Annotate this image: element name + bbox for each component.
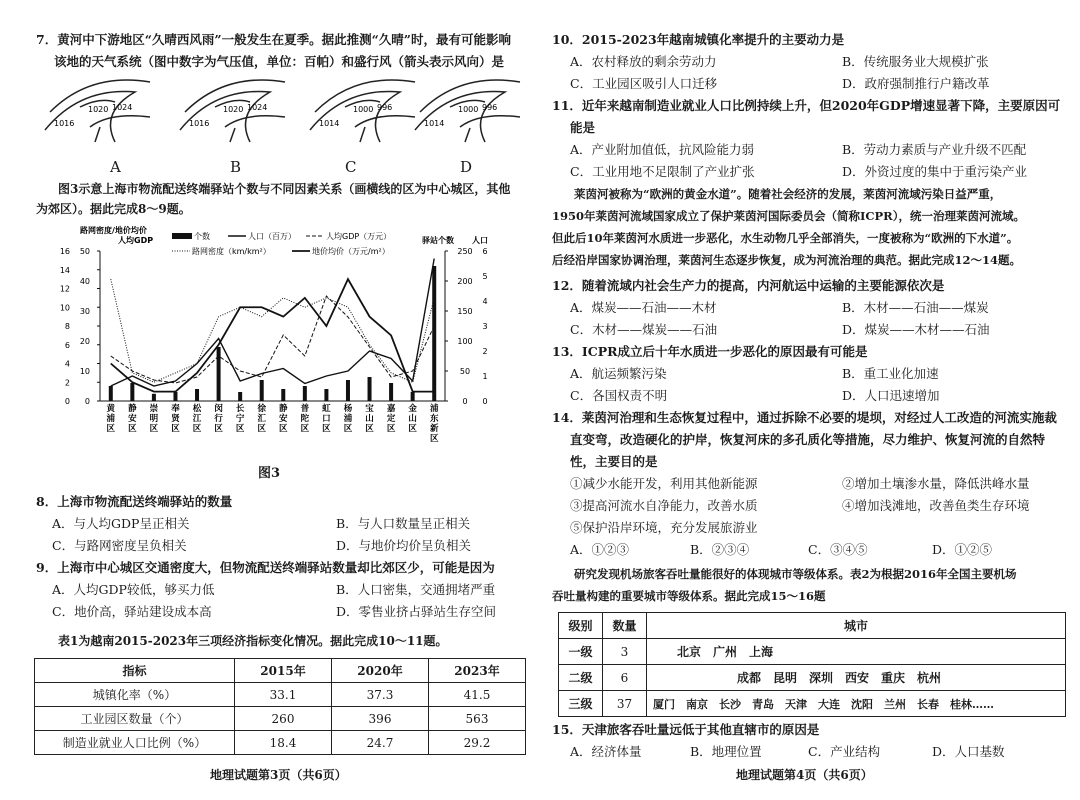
bar-count: [411, 392, 415, 401]
x-category-label: 静安区: [128, 404, 137, 434]
left2-tick-label: 40: [79, 277, 90, 286]
q15-option-b: B．地理位置: [690, 744, 762, 759]
table2-cell: 37: [603, 691, 647, 717]
table2-header: 城市: [647, 613, 1066, 639]
q14-option-c: C．③④⑤: [808, 542, 868, 557]
q11-option-b: B．劳动力素质与产业升级不匹配: [842, 142, 1027, 157]
table1-cell: 18.4: [235, 731, 332, 755]
table-row: [35, 707, 526, 731]
bar-count: [303, 386, 307, 401]
table1: [34, 658, 526, 755]
series-line-land: [111, 279, 434, 392]
x-category-label: 黄浦区: [106, 404, 116, 434]
airport-intro-line1: 研究发现机场旅客吞吐量能很好的体现城市等级体系。表2为根据2016年全国主要机场: [574, 567, 1017, 581]
map-a-isobar-1: 1016: [54, 119, 75, 128]
table1-cell: 33.1: [235, 683, 332, 707]
right-page: [540, 0, 1080, 800]
left2-tick-label: 30: [79, 307, 90, 316]
table2-header: 数量: [603, 613, 647, 639]
q11-option-a: A．产业附加值低，抗风险能力弱: [570, 142, 755, 157]
q7-stem-line1: 7．黄河中下游地区“久晴西风雨”一般发生在夏季。据此推测“久晴”时，最有可能影响: [36, 32, 511, 47]
map-a: [45, 80, 150, 142]
q15-option-c: C．产业结构: [808, 744, 881, 759]
table-row: [559, 665, 1066, 691]
map-d-isobar-3: 996: [482, 103, 498, 112]
rhine-intro-line1: 莱茵河被称为“欧洲的黄金水道”。随着社会经济的发展，莱茵河流域污染日益严重，: [574, 187, 1002, 201]
x-category-label: 浦东新区: [429, 404, 439, 444]
q11-option-c: C．工业用地不足限制了产业扩张: [570, 164, 755, 179]
right2-tick-label: 3: [482, 322, 488, 331]
table2-grid: [558, 612, 1066, 717]
q14-option-a: A．①②③: [570, 542, 630, 557]
x-category-label: 崇明区: [149, 404, 159, 434]
q13-option-a: A．航运频繁污染: [570, 366, 667, 381]
map-d-isobar-1: 1014: [424, 119, 445, 128]
chart-left-axis-label: 路网密度/地价均价: [80, 226, 147, 235]
right-page-footer: 地理试题第4页（共6页）: [736, 768, 873, 782]
left-tick-label: 14: [60, 265, 70, 275]
bar-count: [238, 392, 242, 401]
q14-statement-4: ④增加浅滩地，改善鱼类生存环境: [842, 498, 1030, 513]
x-category-label: 松江区: [192, 404, 202, 434]
chart-right-axis-label-2: 人口: [472, 236, 488, 245]
x-category-label: 静安区: [279, 404, 288, 434]
q11-option-d: D．外资过度的集中于重污染产业: [842, 164, 1028, 179]
map-c-isobar-3: 996: [377, 103, 393, 112]
map-b-isobar-1: 1016: [189, 119, 210, 128]
q12-option-c: C．木材——煤炭——石油: [570, 322, 718, 337]
x-category-label: 宝山区: [365, 404, 374, 434]
q14-statement-3: ③提高河流水自净能力，改善水质: [570, 498, 758, 513]
bar-count: [152, 394, 156, 401]
legend-label-population: 人口（百万）: [248, 232, 296, 241]
q15-option-a: A．经济体量: [570, 744, 642, 759]
q14-option-b: B．②③④: [690, 542, 750, 557]
q7-stem-line2: 该地的天气系统（图中数字为气压值，单位：百帕）和盛行风（箭头表示风向）是: [54, 54, 505, 69]
left-tick-label: 12: [60, 284, 70, 294]
table2-cell: 北京 广州 上海: [647, 639, 1066, 665]
table2-header-row: [559, 613, 1066, 639]
series-line-gdp: [111, 296, 434, 383]
left-tick-label: 0: [64, 397, 70, 406]
x-category-label: 杨浦区: [343, 404, 353, 434]
table1-header: 指标: [35, 659, 235, 683]
bar-count: [324, 389, 328, 401]
legend-label-road: 路网密度（km/km²）: [192, 247, 271, 256]
right-tick-label: 250: [457, 247, 473, 256]
q14-stem-line1: 14．莱茵河治理和生态恢复过程中，通过拆除不必要的堤坝，对经过人工改造的河流实施裁: [552, 410, 1057, 425]
bar-count: [260, 380, 264, 401]
table2-cell: 成都 昆明 深圳 西安 重庆 杭州: [647, 665, 1066, 691]
left-page-footer: 地理试题第3页（共6页）: [210, 768, 347, 782]
left2-tick-label: 50: [79, 247, 90, 256]
left-tick-label: 10: [60, 303, 70, 313]
right-tick-label: 200: [457, 277, 473, 286]
q8-stem: 8．上海市物流配送终端驿站的数量: [36, 494, 233, 509]
q14-statement-1: ①减少水能开发，利用其他新能源: [570, 476, 758, 491]
table2-cell: 一级: [559, 639, 603, 665]
map-b-label: B: [230, 158, 242, 176]
q8-option-a: A．与人均GDP呈正相关: [52, 516, 190, 531]
table-row: [559, 691, 1066, 717]
table1-cell: 260: [235, 707, 332, 731]
chart-right-axis-label: 驿站个数: [422, 236, 454, 245]
table1-cell: 24.7: [332, 731, 429, 755]
table2-cell: 3: [603, 639, 647, 665]
x-category-label: 奉贤区: [171, 404, 180, 434]
left2-tick-label: 0: [84, 397, 90, 406]
right2-tick-label: 1: [482, 372, 488, 381]
left2-tick-label: 20: [79, 337, 90, 346]
q10-stem: 10．2015-2023年越南城镇化率提升的主要动力是: [552, 32, 845, 47]
table1-cell: 563: [429, 707, 526, 731]
table1-cell: 41.5: [429, 683, 526, 707]
rhine-intro-line3: 但此后10年莱茵河水质进一步恶化，水生动物几乎全部消失，一度被称为“欧洲的下水道”。: [552, 231, 1019, 245]
q9-option-a: A．人均GDP较低，够买力低: [52, 582, 215, 597]
x-category-label: 金山区: [408, 404, 417, 434]
right2-tick-label: 5: [482, 272, 488, 281]
map-b-isobar-2: 1020: [223, 105, 244, 114]
table-row: [35, 731, 526, 755]
table1-cell: 37.3: [332, 683, 429, 707]
table2-header: 级别: [559, 613, 603, 639]
right2-tick-label: 0: [482, 397, 488, 406]
map-c-isobar-1: 1014: [319, 119, 340, 128]
bar-count: [389, 383, 393, 401]
right2-tick-label: 2: [482, 347, 488, 356]
map-d: [415, 80, 520, 142]
fig3-intro-line2: 为郊区）。据此完成8～9题。: [36, 202, 191, 216]
map-c: [310, 80, 415, 142]
airport-intro-line2: 吞吐量构建的重要城市等级体系。据此完成15～16题: [552, 589, 826, 603]
q13-option-c: C．各国权责不明: [570, 388, 668, 403]
fig3-chart: [60, 225, 490, 455]
x-category-label: 徐汇区: [257, 404, 266, 434]
bar-count: [217, 347, 221, 401]
rhine-intro-line4: 后经沿岸国家协调治理，莱茵河生态逐步恢复，成为河流治理的典范。据此完成12～14题。: [552, 253, 1022, 267]
table1-header: 2023年: [429, 659, 526, 683]
x-category-label: 闵行区: [214, 404, 223, 434]
x-category-label: 普陀区: [300, 404, 310, 434]
q12-option-a: A．煤炭——石油——木材: [570, 300, 717, 315]
right-tick-label: 50: [459, 367, 471, 376]
map-c-label: C: [345, 158, 357, 176]
chart-left-axis-label-2: 人均GDP: [118, 236, 154, 245]
q8-option-c: C．与路网密度呈负相关: [52, 538, 187, 553]
bar-count: [109, 386, 113, 401]
bar-count: [173, 392, 177, 401]
q14-option-d: D．①②⑤: [932, 542, 993, 557]
q15-option-d: D．人口基数: [932, 744, 1005, 759]
map-d-label: D: [460, 158, 473, 176]
table1-cell: 制造业就业人口比例（%）: [35, 731, 235, 755]
q14-stem-line2: 直变弯，改造硬化的护岸，恢复河床的多孔质化等措施，尽力维护、恢复河流的自然特: [570, 432, 1046, 447]
left2-tick-label: 10: [79, 367, 90, 376]
bar-count: [195, 389, 199, 401]
q9-option-c: C．地价高，驿站建设成本高: [52, 604, 212, 619]
right2-tick-label: 4: [482, 297, 488, 306]
q12-stem: 12．随着流域内社会生产力的提高，内河航运中运输的主要能源依次是: [552, 278, 945, 293]
q15-stem: 15．天津旅客吞吐量远低于其他直辖市的原因是: [552, 722, 820, 737]
q10-option-d: D．政府强制推行户籍改革: [842, 76, 990, 91]
table1-cell: 396: [332, 707, 429, 731]
rhine-intro-line2: 1950年莱茵河流域国家成立了保护莱茵河国际委员会（简称ICPR），统一治理莱茵河流域。: [552, 209, 1025, 223]
table1-header-row: [35, 659, 526, 683]
q14-stem-line3: 性，主要目的是: [570, 454, 658, 469]
q9-stem: 9．上海市中心城区交通密度大，但物流配送终端驿站数量却比郊区少，可能是因为: [36, 560, 495, 575]
table1-header: 2015年: [235, 659, 332, 683]
map-b: [180, 80, 285, 142]
left-tick-label: 6: [64, 340, 70, 350]
table1-cell: 29.2: [429, 731, 526, 755]
q14-statement-5: ⑤保护沿岸环境，充分发展旅游业: [570, 520, 758, 535]
q9-option-d: D．零售业挤占驿站生存空间: [336, 604, 497, 619]
x-category-label: 长宁区: [235, 404, 245, 434]
right-tick-label: 100: [457, 337, 473, 346]
table1-cell: 工业园区数量（个）: [35, 707, 235, 731]
map-d-isobar-2: 1000: [458, 105, 479, 114]
right2-tick-label: 6: [482, 247, 488, 256]
q13-option-b: B．重工业化加速: [842, 366, 939, 381]
bar-count: [432, 266, 436, 401]
q13-stem: 13．ICPR成立后十年水质进一步恶化的原因最有可能是: [552, 344, 868, 359]
left-tick-label: 16: [60, 247, 70, 256]
left-tick-label: 8: [64, 322, 70, 331]
series-line-population: [111, 259, 434, 387]
q10-option-c: C．工业园区吸引人口迁移: [570, 76, 718, 91]
bar-count: [130, 383, 134, 401]
left-tick-label: 4: [64, 359, 70, 369]
q14-statement-2: ②增加土壤渗水量，降低洪峰水量: [842, 476, 1030, 491]
bar-count: [368, 377, 372, 401]
map-c-isobar-2: 1000: [353, 105, 374, 114]
legend-swatch-count: [172, 233, 192, 239]
q10-option-b: B．传统服务业大规模扩张: [842, 54, 989, 69]
bar-count: [281, 389, 285, 401]
table-row: [35, 683, 526, 707]
q13-option-d: D．人口迅速增加: [842, 388, 940, 403]
right-tick-label: 150: [457, 307, 473, 316]
legend-label-count: 个数: [194, 232, 210, 241]
table2-cell: 二级: [559, 665, 603, 691]
q11-stem-line2: 能是: [570, 120, 596, 135]
legend-label-land: 地价均价（万元/m²）: [312, 247, 390, 256]
table2-cell: 6: [603, 665, 647, 691]
x-category-label: 嘉定区: [386, 404, 396, 434]
q9-option-b: B．人口密集，交通拥堵严重: [336, 582, 496, 597]
left-tick-label: 2: [64, 378, 70, 388]
q12-option-b: B．木材——石油——煤炭: [842, 300, 989, 315]
table1-header: 2020年: [332, 659, 429, 683]
q10-option-a: A．农村释放的剩余劳动力: [570, 54, 717, 69]
x-category-label: 虹口区: [322, 404, 331, 434]
map-b-isobar-3: 1024: [247, 103, 268, 112]
bar-count: [346, 380, 350, 401]
table1-cell: 城镇化率（%）: [35, 683, 235, 707]
map-a-isobar-3: 1024: [112, 103, 133, 112]
right-tick-label: 0: [462, 397, 468, 406]
table2-cell: 三级: [559, 691, 603, 717]
table2-cell: 厦门 南京 长沙 青岛 天津 大连 沈阳 兰州 长春 桂林……: [647, 691, 1066, 717]
q8-option-d: D．与地价均价呈负相关: [336, 538, 472, 553]
q11-stem-line1: 11．近年来越南制造业就业人口比例持续上升，但2020年GDP增速显著下降，主要原因可: [552, 98, 1061, 113]
table1-intro: 表1为越南2015-2023年三项经济指标变化情况。据此完成10～11题。: [58, 634, 448, 648]
map-a-isobar-2: 1020: [88, 105, 109, 114]
table-row: [559, 639, 1066, 665]
q12-option-d: D．煤炭——木材——石油: [842, 322, 990, 337]
fig3-caption: 图3: [258, 466, 281, 481]
q8-option-b: B．与人口数量呈正相关: [336, 516, 471, 531]
map-a-label: A: [110, 158, 121, 176]
legend-label-gdp: 人均GDP（万元）: [326, 232, 392, 241]
fig3-intro-line1: 图3示意上海市物流配送终端驿站个数与不同因素关系（画横线的区为中心城区，其他: [58, 182, 511, 196]
